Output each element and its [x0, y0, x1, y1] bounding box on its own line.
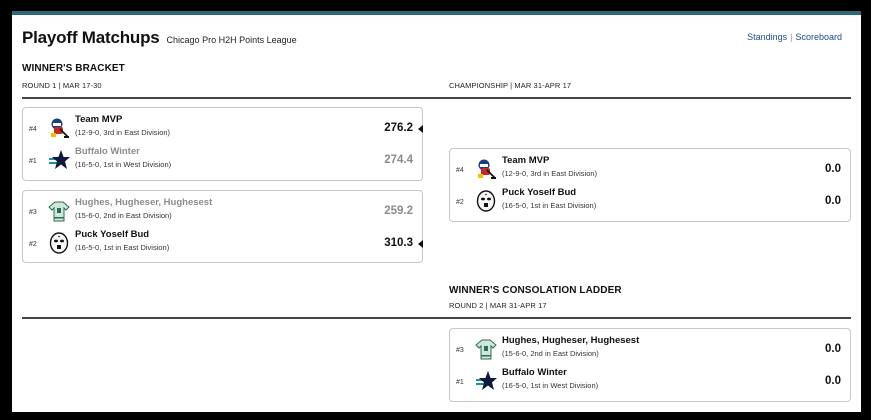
winners-bracket-heading: WINNER'S BRACKET	[22, 63, 125, 74]
team-row[interactable]	[23, 196, 422, 226]
team-name: Puck Yoself Bud	[502, 187, 577, 198]
team-score: 274.4	[384, 154, 413, 166]
team-seed: #4	[29, 126, 37, 133]
winner-arrow-icon	[418, 240, 423, 248]
team-name: Buffalo Winter	[502, 367, 567, 378]
link-separator: |	[790, 32, 793, 42]
team-seed: #1	[29, 158, 37, 165]
consolation-divider	[22, 317, 851, 319]
bracket-divider	[22, 97, 851, 99]
team-record: (12-9-0, 3rd in East Division)	[75, 128, 171, 137]
team-seed: #1	[456, 379, 464, 386]
team-record: (16-5-0, 1st in East Division)	[75, 243, 170, 252]
team-row[interactable]	[23, 228, 422, 258]
team-name: Puck Yoself Bud	[75, 229, 150, 240]
standings-link[interactable]: Standings	[747, 32, 788, 42]
consolation-round-label: ROUND 2 | MAR 31-APR 17	[449, 301, 547, 310]
team-score: 259.2	[384, 205, 413, 217]
jersey-icon	[48, 200, 70, 222]
hockey-player-icon	[48, 117, 70, 139]
team-record: (12-9-0, 3rd in East Division)	[502, 169, 598, 178]
championship-label: CHAMPIONSHIP | MAR 31-APR 17	[449, 81, 572, 90]
jersey-icon	[475, 338, 497, 360]
page-title: Playoff Matchups	[22, 28, 160, 47]
round-1-label: ROUND 1 | MAR 17-30	[22, 81, 102, 90]
team-name: Hughes, Hugheser, Hughesest	[75, 197, 213, 208]
hockey-player-icon	[475, 158, 497, 180]
team-record: (16-5-0, 1st in West Division)	[502, 381, 599, 390]
team-seed: #3	[456, 347, 464, 354]
team-score: 276.2	[384, 122, 413, 134]
league-name: Chicago Pro H2H Points League	[166, 35, 297, 45]
consolation-heading: WINNER'S CONSOLATION LADDER	[449, 285, 622, 296]
team-seed: #3	[29, 209, 37, 216]
team-record: (16-5-0, 1st in West Division)	[75, 160, 172, 169]
star-icon	[48, 149, 70, 171]
team-row[interactable]	[450, 334, 850, 364]
team-record: (15-6-0, 2nd in East Division)	[502, 349, 599, 358]
team-row[interactable]	[450, 154, 850, 184]
team-name: Buffalo Winter	[75, 146, 140, 157]
matchup-card[interactable]	[22, 107, 423, 181]
team-row[interactable]	[23, 113, 422, 143]
team-score: 310.3	[384, 237, 413, 249]
goalie-mask-icon	[48, 232, 70, 254]
winner-arrow-icon	[418, 125, 423, 133]
consolation-card[interactable]	[449, 328, 851, 402]
team-name: Hughes, Hugheser, Hughesest	[502, 335, 640, 346]
team-row[interactable]	[23, 145, 422, 175]
championship-card[interactable]	[449, 148, 851, 222]
team-seed: #4	[456, 167, 464, 174]
team-score: 0.0	[825, 343, 841, 355]
team-score: 0.0	[825, 163, 841, 175]
team-name: Team MVP	[502, 155, 550, 166]
team-name: Team MVP	[75, 114, 123, 125]
page-header	[22, 28, 297, 48]
star-icon	[475, 370, 497, 392]
playoff-panel	[12, 11, 861, 412]
team-score: 0.0	[825, 375, 841, 387]
team-score: 0.0	[825, 195, 841, 207]
team-row[interactable]	[450, 186, 850, 216]
team-seed: #2	[29, 241, 37, 248]
team-record: (15-6-0, 2nd in East Division)	[75, 211, 172, 220]
matchup-card[interactable]	[22, 190, 423, 263]
team-record: (16-5-0, 1st in East Division)	[502, 201, 597, 210]
team-row[interactable]	[450, 366, 850, 396]
header-links	[747, 32, 842, 42]
scoreboard-link[interactable]: Scoreboard	[795, 32, 842, 42]
team-seed: #2	[456, 199, 464, 206]
goalie-mask-icon	[475, 190, 497, 212]
